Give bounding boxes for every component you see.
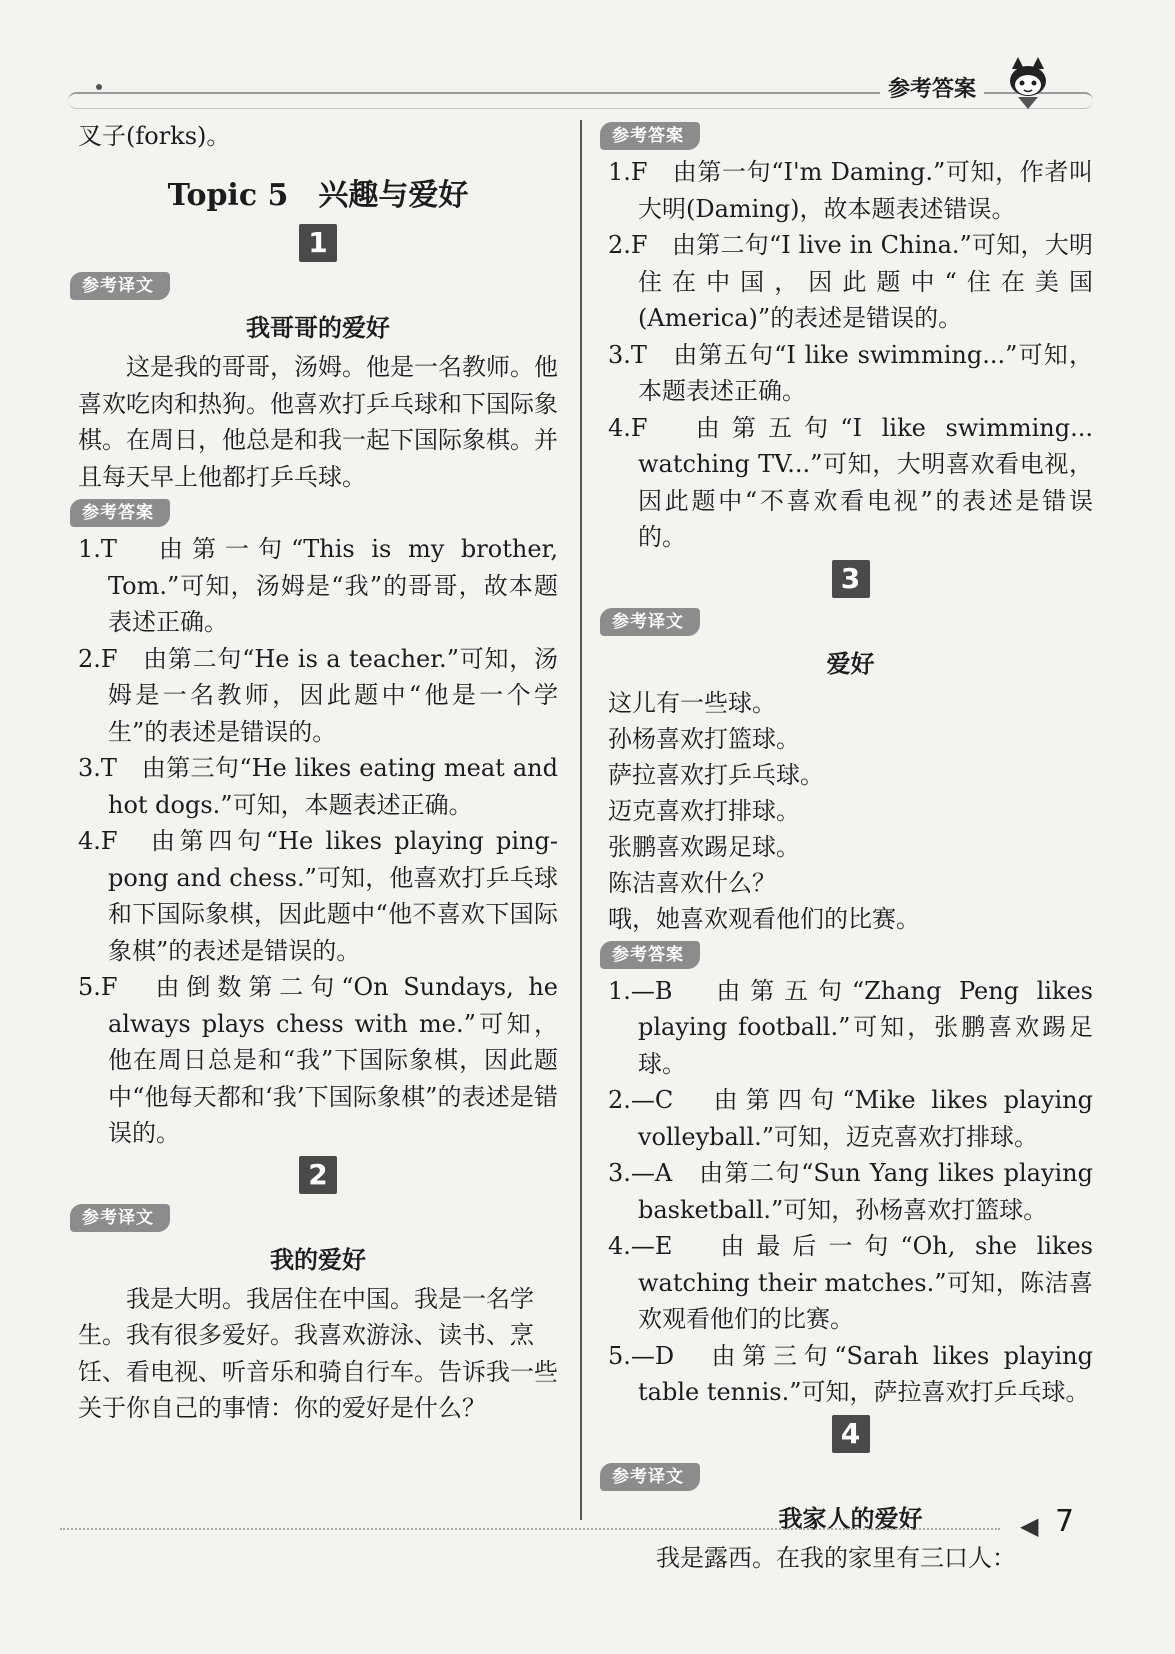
- section-3-badge: 3: [832, 560, 870, 598]
- section-2-badge: 2: [299, 1156, 337, 1194]
- section-4-badge: 4: [832, 1415, 870, 1453]
- answer-item: 5.F 由倒数第二句“On Sundays, he always plays chess with me.”可知，他在周日总是和“我”下国际象棋，因此题中“他每天都和‘我’下国际象棋”的表述是错误的。: [78, 973, 558, 1147]
- arrow-left-icon: ◀: [1020, 1512, 1039, 1540]
- passage-3-title: 爱好: [826, 649, 875, 678]
- passage-3-line: 陈洁喜欢什么？: [608, 868, 776, 897]
- left-column: [78, 118, 558, 1427]
- answer-tag: 参考答案: [70, 499, 170, 527]
- passage-1-text: 这是我的哥哥，汤姆。他是一名教师。他喜欢吃肉和热狗。他喜欢打乒乓球和下国际象棋。在周日，他总是和我一起下国际象棋。并且每天早上他都打乒乓球。: [78, 353, 558, 491]
- header-dot: [96, 84, 102, 90]
- passage-3-line: 这儿有一些球。: [608, 688, 776, 717]
- page-number: 7: [1055, 1504, 1075, 1539]
- translation-tag: 参考译文: [600, 1463, 700, 1491]
- passage-2-title: 我的爱好: [270, 1245, 366, 1274]
- translation-tag: 参考译文: [70, 272, 170, 300]
- answer-item: 2.F 由第二句“I live in China.”可知，大明住在中国，因此题中“住在美国(America)”的表述是错误的。: [608, 231, 1093, 332]
- translation-tag: 参考译文: [70, 1204, 170, 1232]
- passage-1-title: 我哥哥的爱好: [246, 314, 390, 342]
- header-title: 参考答案: [880, 72, 984, 103]
- continuation-text: 叉子(forks)。: [78, 122, 231, 150]
- answer-item: 3.T 由第三句“He likes eating meat and hot dogs.”可知，本题表述正确。: [78, 754, 558, 819]
- passage-2-text: 我是大明。我居住在中国。我是一名学生。我有很多爱好。我喜欢游泳、读书、烹饪、看电视、听音乐和骑自行车。告诉我一些关于你自己的事情：你的爱好是什么？: [78, 1284, 558, 1422]
- right-column: [608, 118, 1093, 1576]
- answer-item: 2.F 由第二句“He is a teacher.”可知，汤姆是一名教师，因此题中“他是一个学生”的表述是错误的。: [78, 644, 558, 746]
- answer-item: 4.F 由第四句“He likes playing ping-pong and chess.”可知，他喜欢打乒乓球和下国际象棋，因此题中“他不喜欢下国际象棋”的表述是错误的。: [78, 827, 558, 965]
- column-divider: [580, 120, 582, 1520]
- passage-3-line: 萨拉喜欢打乒乓球。: [608, 760, 824, 789]
- passage-3-line: 迈克喜欢打排球。: [608, 796, 800, 825]
- answer-tag: 参考答案: [600, 122, 700, 150]
- section-1-badge: 1: [299, 224, 337, 262]
- answer-item: 4.—E 由最后一句“Oh, she likes watching their matches.”可知，陈洁喜欢观看他们的比赛。: [608, 1232, 1093, 1333]
- cat-mascot-icon: [1000, 55, 1056, 111]
- passage-3-line: 张鹏喜欢踢足球。: [608, 832, 800, 861]
- answer-item: 5.—D 由第三句“Sarah likes playing table tennis.”可知，萨拉喜欢打乒乓球。: [608, 1341, 1093, 1406]
- passage-3-line: 孙杨喜欢打篮球。: [608, 724, 800, 753]
- passage-4-text: 我是露西。在我的家里有三口人：: [656, 1543, 1016, 1572]
- answer-tag: 参考答案: [600, 941, 700, 969]
- answer-item: 3.—A 由第二句“Sun Yang likes playing basketball.”可知，孙杨喜欢打篮球。: [608, 1159, 1093, 1224]
- passage-3-line: 哦，她喜欢观看他们的比赛。: [608, 904, 920, 933]
- passage-4-title: 我家人的爱好: [778, 1504, 923, 1533]
- answer-item: 4.F 由第五句“I like swimming... watching TV...”可知，大明喜欢看电视，因此题中“不喜欢看电视”的表述是错误的。: [608, 413, 1093, 551]
- answer-item: 1.—B 由第五句“Zhang Peng likes playing football.”可知，张鹏喜欢踢足球。: [608, 976, 1093, 1078]
- answer-item: 2.—C 由第四句“Mike likes playing volleyball.”可知，迈克喜欢打排球。: [608, 1086, 1093, 1151]
- answer-item: 1.F 由第一句“I'm Daming.”可知，作者叫大明(Daming)，故本题表述错误。: [608, 158, 1093, 223]
- translation-tag: 参考译文: [600, 608, 700, 636]
- footer-rule: [60, 1528, 1000, 1530]
- answer-item: 1.T 由第一句“This is my brother, Tom.”可知，汤姆是“我”的哥哥，故本题表述正确。: [78, 535, 558, 636]
- answer-item: 3.T 由第五句“I like swimming...”可知，本题表述正确。: [608, 340, 1093, 405]
- topic-title: Topic 5 兴趣与爱好: [167, 178, 469, 213]
